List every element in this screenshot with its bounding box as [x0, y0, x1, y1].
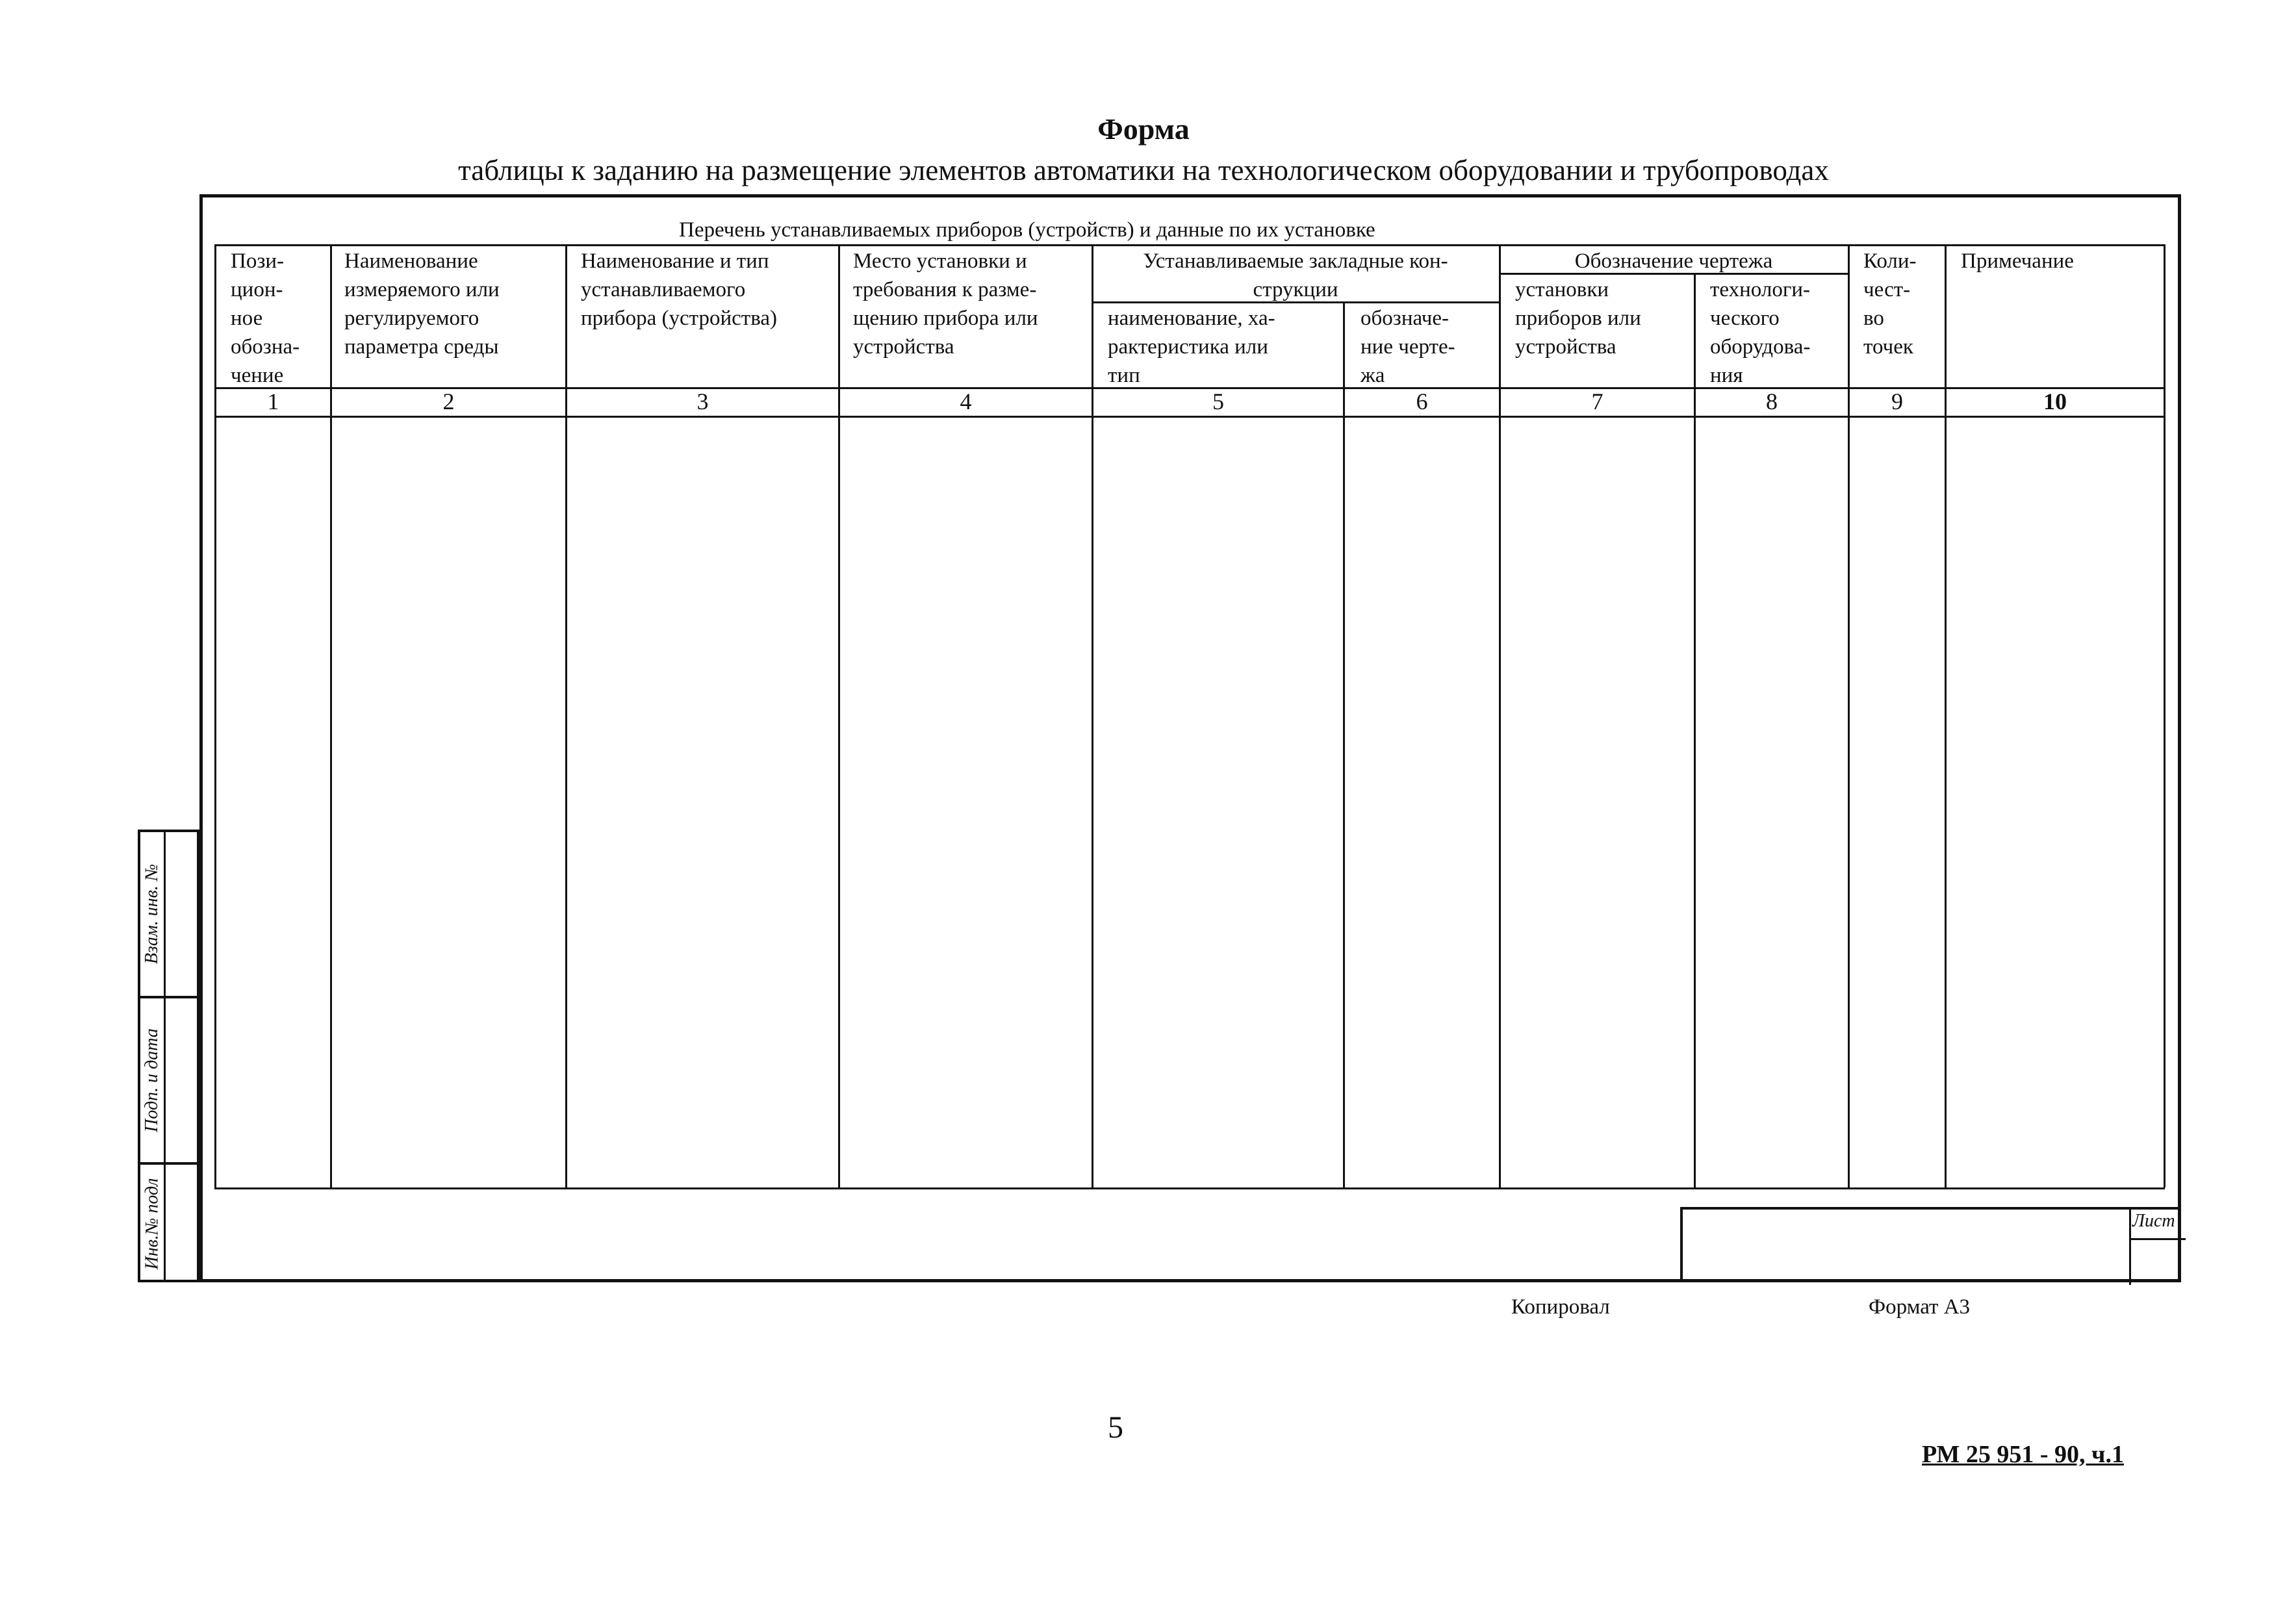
inv-no-label: Инв.№ подл [142, 1178, 162, 1269]
sign-date-label: Подп. и дата [142, 1028, 162, 1132]
header-embedded-structures: Устанавливаемые закладные кон- струкции [1143, 249, 1448, 301]
table-top-border [214, 244, 2165, 246]
column-divider [330, 244, 332, 1187]
header-drawing-installation: установки приборов или устройства [1515, 278, 1641, 359]
header-measured-parameter: Наименование измеряемого или регулируемого параметра среды [344, 249, 500, 359]
column-number: 3 [696, 388, 709, 414]
column-number: 7 [1591, 388, 1603, 414]
header-drawing-equipment: технологи- ческого оборудова- ния [1710, 278, 1811, 387]
numbers-row-border [214, 416, 2165, 418]
inv-no-label-cell [140, 1165, 164, 1282]
column-number: 6 [1416, 388, 1428, 414]
table-bottom-border [214, 1187, 2165, 1189]
header-installation-place: Место установки и требования к разме- щению прибора или устройства [853, 249, 1038, 359]
table-left-border [214, 244, 216, 1187]
sheet-cell-divider [2131, 1238, 2186, 1240]
header-drawing-designation: Обозначение чертежа [1574, 249, 1773, 273]
header-note: Примечание [1961, 249, 2074, 273]
column-divider [565, 244, 567, 1187]
header-device-name-type: Наименование и тип устанавливаемого прибора (устройства) [581, 249, 777, 330]
page-title: Форма [1097, 112, 1190, 146]
swap-inv-label: Взам. инв. № [142, 863, 162, 965]
margin-strip-divider [164, 832, 166, 1280]
column-number: 9 [1891, 388, 1903, 414]
margin-strip [138, 830, 199, 1282]
column-divider [1945, 244, 1947, 1187]
header-points-count: Коли- чест- во точек [1863, 249, 1917, 359]
column-number: 4 [960, 388, 972, 414]
column-divider [838, 244, 840, 1187]
format-label: Формат А3 [1869, 1295, 1971, 1319]
column-number: 8 [1766, 388, 1778, 414]
column-number: 5 [1212, 388, 1224, 414]
column-number: 10 [2043, 388, 2067, 414]
sign-date-label-cell [140, 998, 164, 1162]
copied-label: Копировал [1511, 1295, 1610, 1319]
column-divider [1343, 301, 1345, 1187]
sheet-label: Лист [2132, 1211, 2175, 1231]
page-number: 5 [1108, 1410, 1123, 1445]
sheet-number-cell [2129, 1210, 2186, 1285]
header-embedded-name: наименование, ха- рактеристика или тип [1108, 307, 1275, 387]
document-code: РМ 25 951 - 90, ч.1 [1922, 1441, 2124, 1468]
page-subtitle: таблицы к заданию на размещение элементов автоматики на технологическом оборудовании и трубопроводах [458, 154, 1829, 186]
table-right-border [2164, 244, 2166, 1187]
table-caption: Перечень устанавливаемых приборов (устройств) и данные по их установке [679, 218, 1375, 242]
title-block [1680, 1207, 2181, 1282]
column-divider [1848, 244, 1850, 1187]
column-number: 2 [442, 388, 455, 414]
header-embedded-drawing: обозначе- ние черте- жа [1361, 307, 1455, 387]
column-divider [1092, 244, 1093, 1187]
column-number: 1 [267, 388, 279, 414]
header-position-designation: Пози- цион- ное обозна- чение [231, 249, 300, 387]
swap-inv-label-cell [140, 832, 164, 996]
column-divider [1499, 244, 1501, 1187]
